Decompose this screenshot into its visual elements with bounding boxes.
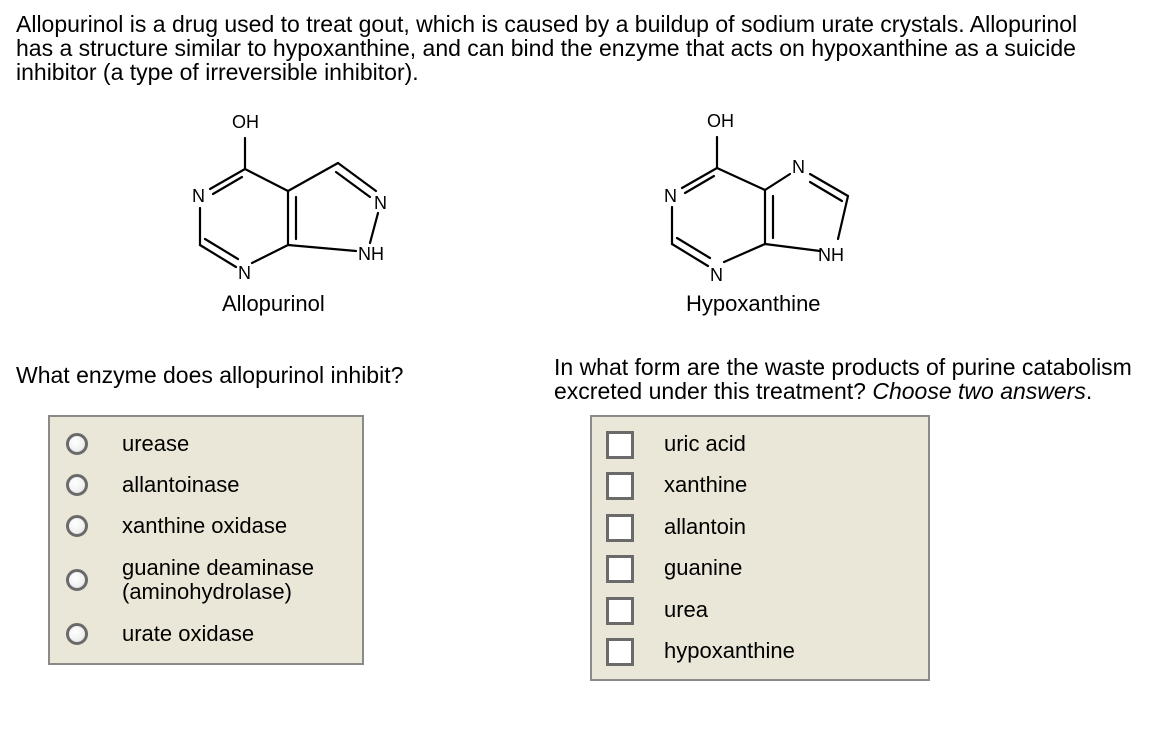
hypoxanthine-nh-label: NH [818,245,844,265]
checkbox[interactable] [606,472,634,500]
allopurinol-n3-label: N [192,186,205,206]
hypoxanthine-oh-label: OH [707,111,734,131]
option-label: xanthine [664,472,748,497]
option-xanthine-oxidase[interactable] [50,513,362,543]
option-hypoxanthine[interactable] [592,636,928,668]
hypoxanthine-n3-label: N [710,265,723,284]
option-label: guanine [664,555,743,580]
checkbox[interactable] [606,638,634,666]
option-label: uric acid [664,431,746,456]
allopurinol-n1-label: N [238,263,251,283]
prompt-instruction: Choose two answers [872,378,1086,404]
hypoxanthine-n1-label: N [664,186,677,206]
option-label: urate oxidase [122,621,255,646]
option-allantoin[interactable] [592,512,928,544]
option-urease[interactable] [50,431,362,461]
radio-button[interactable] [66,474,88,496]
question-1-options [48,415,364,665]
radio-button[interactable] [66,515,88,537]
option-label: xanthine oxidase [122,513,288,538]
question-2-options [590,415,930,681]
allopurinol-structure [180,105,420,285]
option-urate-oxidase[interactable] [50,621,362,651]
option-label: guanine deaminase (aminohydrolase) [122,555,315,604]
option-guanine-deaminase[interactable] [50,555,362,607]
radio-button[interactable] [66,433,88,455]
prompt-text: excreted under this treatment? [554,378,866,404]
checkbox[interactable] [606,597,634,625]
checkbox[interactable] [606,555,634,583]
option-uric-acid[interactable] [592,429,928,461]
intro-line-2: has a structure similar to hypoxanthine, and can bind the enzyme that acts on hypoxanthine as a suicide [16,35,1076,61]
checkbox[interactable] [606,431,634,459]
hypoxanthine-name: Hypoxanthine [686,291,821,316]
option-label: urea [664,597,709,622]
checkbox[interactable] [606,514,634,542]
option-xanthine[interactable] [592,470,928,502]
radio-button[interactable] [66,569,88,591]
intro-line-3: inhibitor (a type of irreversible inhibitor). [16,59,419,85]
option-guanine[interactable] [592,553,928,585]
allopurinol-n2-label: N [374,193,387,213]
allopurinol-nh-label: NH [358,244,384,264]
question-intro [16,12,1164,84]
question-2-prompt: In what form are the waste products of purine catabolism excreted under this treatment? Choose two answers. [554,354,1132,404]
option-urea[interactable] [592,595,928,627]
option-allantoinase[interactable] [50,472,362,502]
hypoxanthine-structure [652,104,892,284]
option-label: hypoxanthine [664,638,795,663]
allopurinol-name: Allopurinol [222,291,325,316]
option-label: allantoinase [122,472,240,497]
hypoxanthine-n7-label: N [792,157,805,177]
question-1-prompt: What enzyme does allopurinol inhibit? [16,362,404,388]
option-label: urease [122,431,190,456]
radio-button[interactable] [66,623,88,645]
intro-line-1: Allopurinol is a drug used to treat gout, which is caused by a buildup of sodium urate crystals. Allopurinol [16,11,1078,37]
allopurinol-oh-label: OH [232,112,259,132]
option-label: allantoin [664,514,746,539]
